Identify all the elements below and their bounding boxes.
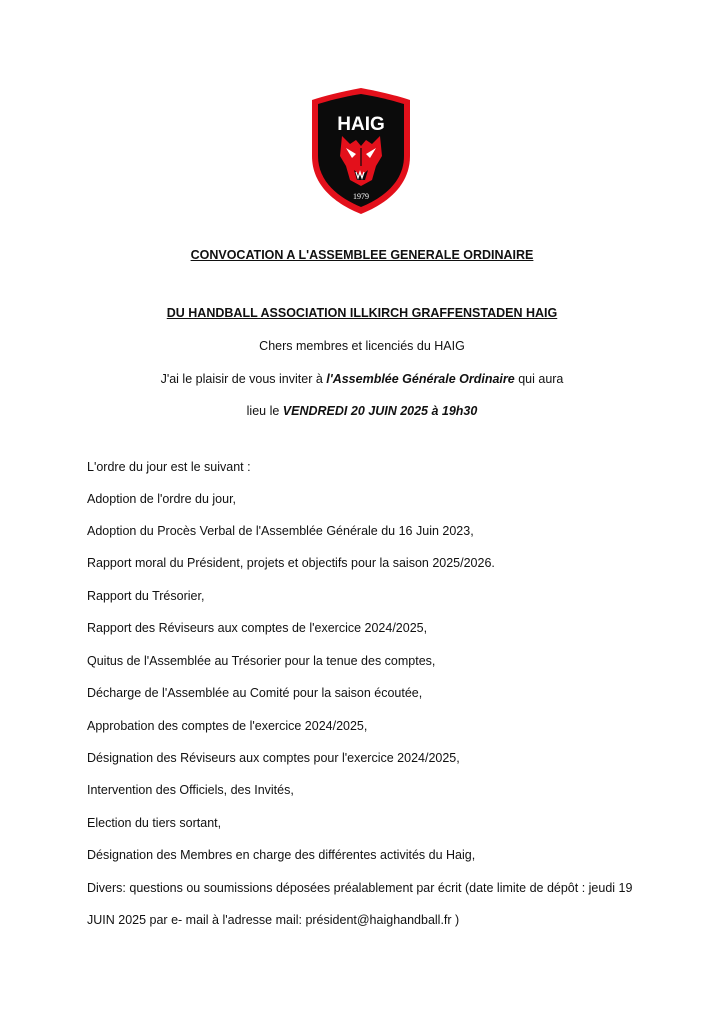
haig-shield-icon	[310, 86, 412, 216]
agenda-item: Rapport moral du Président, projets et objectifs pour la saison 2025/2026.	[87, 556, 495, 570]
agenda-item: Rapport des Réviseurs aux comptes de l'exercice 2024/2025,	[87, 621, 428, 635]
agenda-item: JUIN 2025 par e- mail à l'adresse mail: président@haighandball.fr )	[87, 913, 460, 927]
agenda-item: Approbation des comptes de l'exercice 2024/2025,	[87, 719, 368, 733]
agenda-item: Désignation des Réviseurs aux comptes pour l'exercice 2024/2025,	[87, 751, 460, 765]
agenda-item: Rapport du Trésorier,	[87, 589, 205, 603]
logo-title: HAIG	[337, 114, 385, 135]
agenda-item: Intervention des Officiels, des Invités,	[87, 783, 294, 797]
logo-year: 1979	[353, 192, 369, 201]
document-subtitle: DU HANDBALL ASSOCIATION ILLKIRCH GRAFFENSTADEN HAIG	[166, 306, 558, 320]
document-title: CONVOCATION A L'ASSEMBLEE GENERALE ORDINAIRE	[190, 248, 534, 262]
agenda-item: Divers: questions ou soumissions déposées préalablement par écrit (date limite de dépôt : jeudi 19	[87, 881, 633, 895]
invitation-line-1	[0, 371, 724, 387]
invitation-text: J'ai le plaisir de vous inviter à	[160, 372, 327, 386]
agenda-item: Décharge de l'Assemblée au Comité pour la saison écoutée,	[87, 686, 423, 700]
haig-logo	[310, 86, 412, 216]
agenda-item: Adoption du Procès Verbal de l'Assemblée Générale du 16 Juin 2023,	[87, 524, 474, 538]
date-prefix: lieu le	[246, 404, 283, 418]
agenda-item: Désignation des Membres en charge des différentes activités du Haig,	[87, 848, 476, 862]
invitation-line-2	[0, 403, 724, 419]
agenda-intro: L'ordre du jour est le suivant :	[87, 460, 251, 474]
agenda-item: Quitus de l'Assemblée au Trésorier pour la tenue des comptes,	[87, 654, 436, 668]
agenda-item: Adoption de l'ordre du jour,	[87, 492, 237, 506]
invitation-text-end: qui aura	[514, 372, 564, 386]
assembly-name: l'Assemblée Générale Ordinaire	[326, 372, 515, 386]
agenda-item: Election du tiers sortant,	[87, 816, 222, 830]
greeting: Chers membres et licenciés du HAIG	[259, 339, 465, 353]
meeting-date: VENDREDI 20 JUIN 2025 à 19h30	[282, 404, 478, 418]
